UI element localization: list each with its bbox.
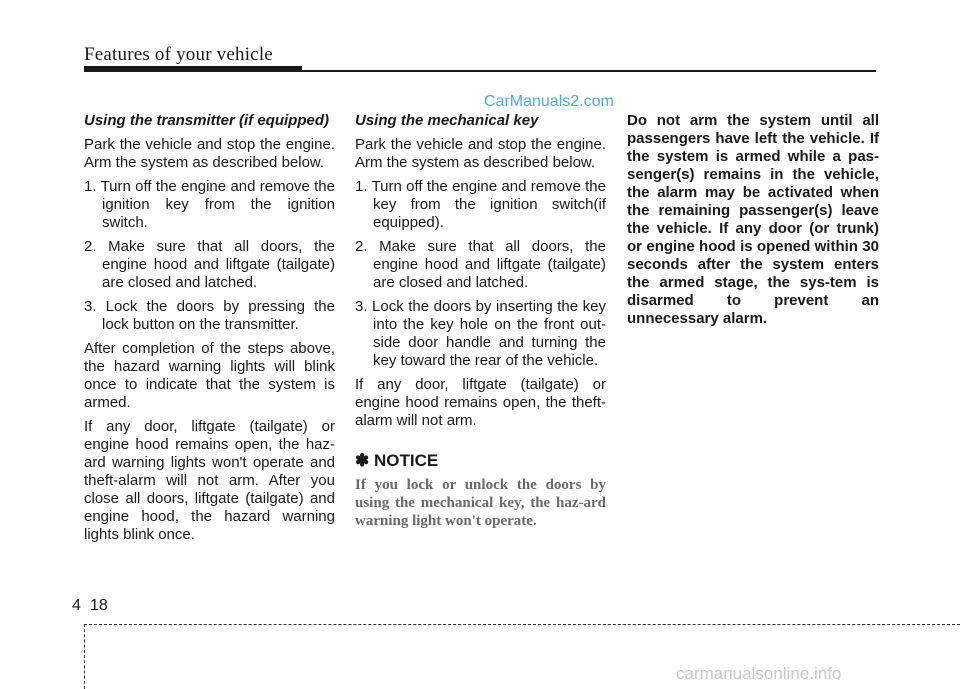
step-item: 2. Make sure that all doors, the engine hood and liftgate (tailgate) are closed and latched. (355, 238, 606, 291)
page-header-title: Features of your vehicle (84, 44, 273, 65)
section-heading-transmitter: Using the transmitter (if equipped) (84, 112, 330, 129)
chapter-number: 4 (72, 597, 81, 614)
column-transmitter (84, 112, 335, 550)
intro-paragraph: Park the vehicle and stop the engine. Arm the system as described below. (355, 136, 606, 171)
step-item: 2. Make sure that all doors, the engine hood and liftgate (tailgate) are closed and latched. (84, 238, 335, 291)
step-item: 3. Lock the doors by pressing the lock button on the transmitter. (84, 298, 335, 333)
steps-list (84, 178, 335, 334)
watermark-top: CarManuals2.com (484, 93, 614, 110)
section-heading-mechanical-key: Using the mechanical key (355, 112, 539, 129)
column-warning (627, 112, 879, 328)
header-rule-thick (84, 66, 302, 72)
warning-paragraph: Do not arm the system until all passengers have left the vehicle. If the system is armed while a pas-senger(s) remains in the vehicle, the alarm may be activated when the remaining passenger(s) leave the vehicle. If any door (or trunk) or engine hood is opened within 30 seconds after the system enters the armed stage, the sys-tem is disarmed to prevent an unnecessary alarm. (627, 112, 879, 327)
step-item: 1. Turn off the engine and remove the key from the ignition switch(if equipped). (355, 178, 606, 231)
notice-heading: ✽ NOTICE (355, 451, 439, 470)
column-mechanical-key (355, 112, 606, 530)
body-paragraph: If any door, liftgate (tailgate) or engine hood remains open, the theft-alarm will not arm. (355, 376, 606, 429)
intro-paragraph: Park the vehicle and stop the engine. Arm the system as described below. (84, 136, 335, 171)
header-rule-thin (302, 70, 876, 72)
step-item: 1. Turn off the engine and remove the ignition key from the ignition switch. (84, 178, 335, 231)
watermark-bottom: carmanualsonline.info (676, 664, 842, 683)
footer-rule (84, 624, 960, 625)
page-number: 18 (90, 597, 108, 614)
notice-body: If you lock or unlock the doors by using the mechanical key, the haz-ard warning light won't operate. (355, 477, 606, 529)
steps-list (355, 178, 606, 370)
footer-divider (84, 624, 85, 689)
step-item: 3. Lock the doors by inserting the key into the key hole on the front out-side door handle and turning the key toward the rear of the vehicle. (355, 298, 606, 369)
body-paragraph: If any door, liftgate (tailgate) or engine hood remains open, the haz-ard warning lights won't operate and theft-alarm will not arm. After you close all doors, liftgate (tailgate) and engine hood, the hazard warning lights blink once. (84, 418, 335, 543)
body-paragraph: After completion of the steps above, the hazard warning lights will blink once to indicate that the system is armed. (84, 340, 335, 411)
